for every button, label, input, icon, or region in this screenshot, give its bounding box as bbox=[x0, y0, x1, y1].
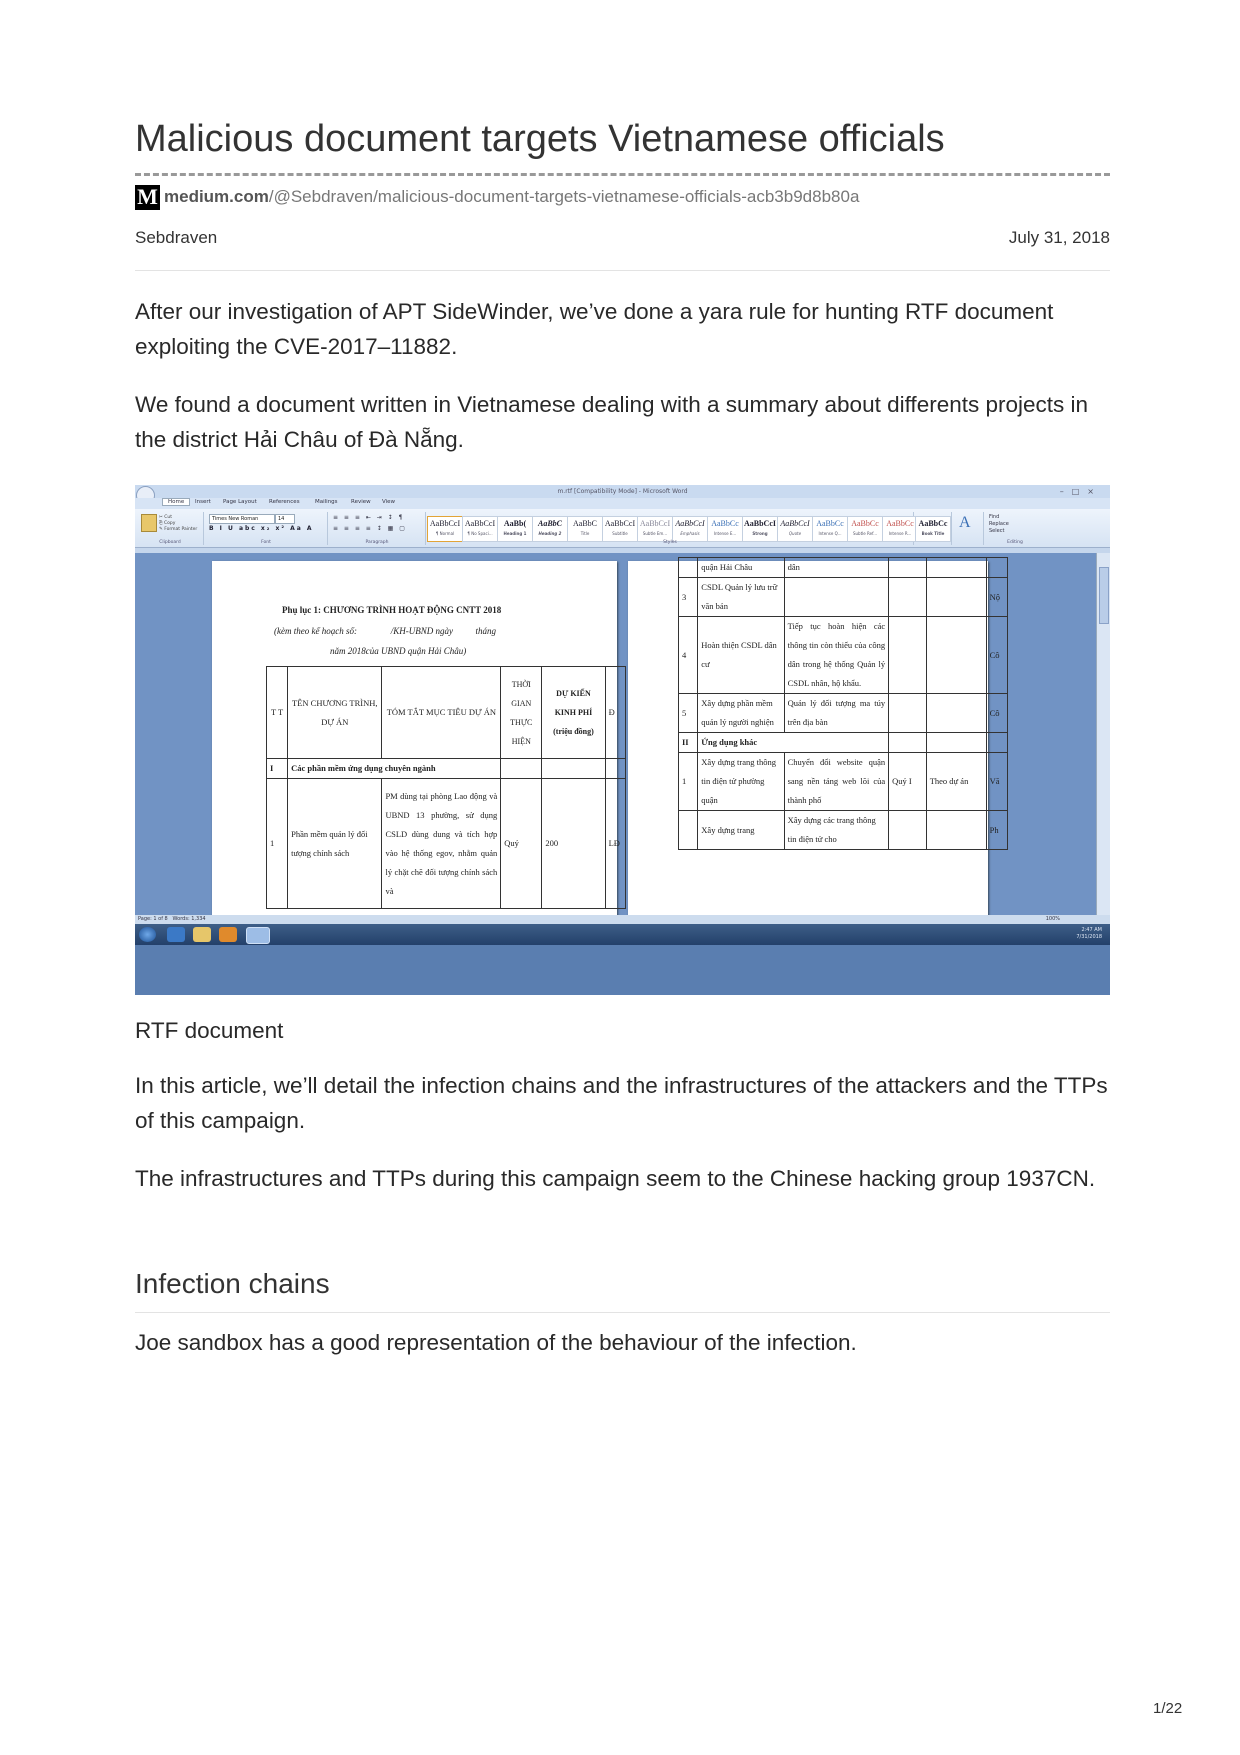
style-normal: AaBbCcI ¶ Normal bbox=[427, 516, 463, 542]
header-cost: DỰ KIẾN KINH PHÍ (triệu đồng) bbox=[542, 667, 605, 759]
style-subtle-emphasis: AaBbCcI Subtle Em... bbox=[637, 516, 673, 542]
article-title: Malicious document targets Vietnamese officials bbox=[135, 118, 945, 160]
style-emphasis: AaBbCcI Emphasis bbox=[672, 516, 708, 542]
zoom-level: 100% bbox=[1045, 916, 1060, 922]
section-divider bbox=[135, 1312, 1110, 1313]
table-cell bbox=[784, 578, 889, 617]
medium-logo-icon: M bbox=[135, 185, 160, 210]
word-title-bar bbox=[135, 485, 1110, 498]
paragraph-document: We found a document written in Vietnamese dealing with a summary about differents projects in the district Hải Châu of Đà Nẵng. bbox=[135, 392, 1089, 452]
program-table bbox=[266, 666, 626, 909]
source-path: /@Sebdraven/malicious-document-targets-vietnamese-officials-acb3b9d8b80a bbox=[268, 187, 860, 206]
row-number: 1 bbox=[267, 779, 288, 909]
windows-taskbar bbox=[135, 924, 1110, 945]
status-page-words: Page: 1 of 8 Words: 1,334 bbox=[138, 916, 206, 922]
ribbon-tab-view: View bbox=[382, 499, 396, 505]
ribbon bbox=[135, 509, 1110, 548]
image-caption: RTF document bbox=[135, 1018, 284, 1043]
table-row bbox=[679, 753, 1008, 811]
row-name: CSDL Quản lý lưu trữ văn bản bbox=[698, 578, 784, 617]
style-intense-reference: AaBbCc Intense R... bbox=[882, 516, 918, 542]
row-summary: Quản lý đối tượng ma túy trên địa bàn bbox=[784, 694, 889, 733]
table-cell bbox=[605, 759, 625, 779]
style-title: AaBbC Title bbox=[567, 516, 603, 542]
styles-label: Styles bbox=[663, 540, 677, 545]
style-strong: AaBbCcI Strong bbox=[742, 516, 778, 542]
table-cell bbox=[889, 811, 927, 850]
style-intense-emphasis: AaBbCc Intense E... bbox=[707, 516, 743, 542]
row-name: Xây dựng phần mềm quản lý người nghiện bbox=[698, 694, 784, 733]
row-name: Xây dựng trang bbox=[698, 811, 784, 850]
source-domain: medium.com bbox=[164, 187, 269, 206]
list-icons: ≡ ≡ ≡ ⇤ ⇥ ↕ ¶ bbox=[333, 514, 405, 521]
align-icons: ≡ ≡ ≡ ≡ ↕ ▦ ▢ bbox=[333, 525, 407, 532]
status-bar bbox=[135, 915, 1110, 924]
editing-commands bbox=[989, 514, 1009, 535]
row-extra: Nộ bbox=[986, 578, 1007, 617]
row-summary: Chuyển đổi website quận sang nền tảng web lõi của thành phố bbox=[784, 753, 889, 811]
table-cell bbox=[542, 759, 605, 779]
paste-icon bbox=[141, 514, 157, 532]
row-extra: Cô bbox=[986, 694, 1007, 733]
title-divider bbox=[135, 173, 1110, 176]
table-cell bbox=[926, 811, 986, 850]
table-cell bbox=[986, 558, 1007, 578]
table-row bbox=[679, 694, 1008, 733]
table-row bbox=[679, 578, 1008, 617]
clipboard-group bbox=[137, 512, 204, 545]
ribbon-tab-page-layout: Page Layout bbox=[223, 499, 257, 505]
font-name-box: Times New Roman bbox=[209, 514, 275, 524]
header-summary: TÓM TẮT MỤC TIÊU DỰ ÁN bbox=[382, 667, 501, 759]
row-time: Quý bbox=[501, 779, 542, 909]
section-number: II bbox=[679, 733, 698, 753]
page-number: 1/22 bbox=[1153, 1700, 1183, 1717]
style-book-title: AaBbCc Book Title bbox=[915, 516, 951, 542]
section-heading-infection-chains: Infection chains bbox=[135, 1268, 330, 1299]
document-page-1 bbox=[212, 561, 620, 921]
row-name: Xây dựng trang thông tin điện tử phường quận bbox=[698, 753, 784, 811]
table-cell bbox=[986, 733, 1007, 753]
table-header-row bbox=[267, 667, 626, 759]
font-group bbox=[205, 512, 328, 545]
row-cost: 200 bbox=[542, 779, 605, 909]
header-program-name: TÊN CHƯƠNG TRÌNH, DỰ ÁN bbox=[288, 667, 382, 759]
section-title: Các phần mềm ứng dụng chuyên ngành bbox=[288, 759, 501, 779]
table-cell bbox=[926, 617, 986, 694]
tray-date: 7/31/2018 bbox=[1076, 934, 1102, 940]
table-cell bbox=[679, 558, 698, 578]
document-page-2 bbox=[628, 561, 1001, 921]
font-label: Font bbox=[261, 540, 271, 545]
table-cell bbox=[889, 733, 927, 753]
row-summary: PM dùng tại phòng Lao động và UBND 13 phường, sử dụng CSLD dùng dung và tích hợp vào hệ thống egov, nhằm quản lý chặt chẽ đối tượng chính sách và bbox=[382, 779, 501, 909]
document-area bbox=[135, 553, 1097, 915]
row-extra: Cô bbox=[986, 617, 1007, 694]
paragraph-intro: After our investigation of APT SideWinder, we’ve done a yara rule for hunting RTF document exploiting the CVE-2017–11882. bbox=[135, 299, 1054, 359]
table-cell bbox=[926, 558, 986, 578]
paragraph-attribution: The infrastructures and TTPs during this campaign seem to the Chinese hacking group 1937CN. bbox=[135, 1166, 1096, 1191]
scroll-thumb bbox=[1099, 567, 1109, 624]
row-extra: Ph bbox=[986, 811, 1007, 850]
editing-label: Editing bbox=[1007, 540, 1023, 545]
table-row bbox=[679, 617, 1008, 694]
table-cell bbox=[926, 578, 986, 617]
tray-time: 2:47 AM bbox=[1081, 927, 1102, 933]
style-heading2: AaBbC Heading 2 bbox=[532, 516, 568, 542]
row-number: 1 bbox=[679, 753, 698, 811]
row-summary: Xây dựng các trang thông tin điện tử cho bbox=[784, 811, 889, 850]
ribbon-tabs bbox=[135, 498, 1110, 509]
style-quote: AaBbCcI Quote bbox=[777, 516, 813, 542]
ribbon-tab-references: References bbox=[269, 499, 300, 505]
header-time: THỜI GIAN THỰC HIỆN bbox=[501, 667, 542, 759]
table-row bbox=[267, 779, 626, 909]
program-table-continued bbox=[678, 557, 1008, 850]
change-styles-group bbox=[953, 512, 984, 545]
row-name: Phần mềm quản lý đối tượng chính sách bbox=[288, 779, 382, 909]
table-cell bbox=[926, 694, 986, 733]
row-number: 4 bbox=[679, 617, 698, 694]
ie-icon bbox=[167, 927, 185, 942]
style-no-spacing: AaBbCcI ¶ No Spaci... bbox=[462, 516, 498, 542]
table-section-row bbox=[679, 733, 1008, 753]
paragraph-article-scope: In this article, we’ll detail the infection chains and the infrastructures of the attackers and the TTPs of this campaign. bbox=[135, 1073, 1108, 1133]
table-cell bbox=[889, 578, 927, 617]
appendix-subtitle-2: năm 2018của UBND quận Hải Châu) bbox=[330, 646, 467, 656]
table-cell bbox=[926, 733, 986, 753]
paragraph-label: Paragraph bbox=[365, 540, 389, 545]
style-subtitle: AaBbCcI Subtitle bbox=[602, 516, 638, 542]
style-subtle-reference: AaBbCc Subtle Ref... bbox=[847, 516, 883, 542]
header-divider bbox=[135, 270, 1110, 271]
style-heading1: AaBb( Heading 1 bbox=[497, 516, 533, 542]
start-button-icon bbox=[139, 927, 156, 942]
table-cell bbox=[501, 759, 542, 779]
book-title-style-group bbox=[915, 512, 952, 545]
editing-group bbox=[985, 512, 1045, 545]
change-styles-icon: A bbox=[959, 514, 971, 531]
row-extra: Vă bbox=[986, 753, 1007, 811]
ribbon-tab-insert: Insert bbox=[195, 499, 211, 505]
vertical-scrollbar bbox=[1096, 553, 1110, 915]
table-row bbox=[679, 558, 1008, 578]
find-command: Find bbox=[989, 514, 1000, 520]
row-extra: LĐ bbox=[605, 779, 625, 909]
table-cell bbox=[889, 694, 927, 733]
row-time: Quý I bbox=[889, 753, 927, 811]
media-player-icon bbox=[219, 927, 237, 942]
row-cost: Theo dự án bbox=[926, 753, 986, 811]
author-name: Sebdraven bbox=[135, 228, 218, 247]
styles-group bbox=[427, 512, 914, 545]
ribbon-tab-mailings: Mailings bbox=[315, 499, 338, 505]
replace-command: Replace bbox=[989, 521, 1009, 527]
rtf-document-screenshot bbox=[135, 485, 1110, 995]
paragraph-group bbox=[329, 512, 426, 545]
clipboard-commands: ✂ Cut ⎘ Copy ✎ Format Painter bbox=[159, 515, 198, 532]
row-number: 3 bbox=[679, 578, 698, 617]
word-taskbar-icon bbox=[246, 927, 270, 944]
explorer-icon bbox=[193, 927, 211, 942]
source-link[interactable] bbox=[135, 184, 859, 210]
ribbon-tab-home: Home bbox=[162, 498, 190, 506]
font-size-box: 14 bbox=[275, 514, 295, 524]
clipboard-label: Clipboard bbox=[159, 540, 181, 545]
row-name: Hoàn thiện CSDL dân cư bbox=[698, 617, 784, 694]
table-cell bbox=[679, 811, 698, 850]
word-window-title: m.rtf [Compatibility Mode] - Microsoft Word bbox=[557, 488, 688, 495]
ribbon-tab-review: Review bbox=[351, 499, 371, 505]
header-tt: T T bbox=[267, 667, 288, 759]
publish-date: July 31, 2018 bbox=[1008, 228, 1110, 247]
window-controls-icon: –□× bbox=[1059, 487, 1102, 496]
table-row bbox=[679, 811, 1008, 850]
table-cell bbox=[889, 558, 927, 578]
row-name: quận Hải Châu bbox=[698, 558, 784, 578]
section-title: Ứng dụng khác bbox=[698, 733, 889, 753]
appendix-heading: Phụ lục 1: CHƯƠNG TRÌNH HOẠT ĐỘNG CNTT 2018 bbox=[282, 605, 502, 615]
row-number: 5 bbox=[679, 694, 698, 733]
paragraph-joe-sandbox: Joe sandbox has a good representation of the behaviour of the infection. bbox=[135, 1330, 857, 1355]
style-intense-quote: AaBbCc Intense Q... bbox=[812, 516, 848, 542]
row-summary: Tiếp tục hoàn hiện các thông tin còn thiếu của công dân trong hệ thống Quản lý CSDL nhân, hộ khẩu. bbox=[784, 617, 889, 694]
section-number: I bbox=[267, 759, 288, 779]
appendix-subtitle-1: (kèm theo kế hoạch số: /KH-UBND ngày tháng bbox=[274, 626, 496, 636]
header-extra: Đ bbox=[605, 667, 625, 759]
table-section-row bbox=[267, 759, 626, 779]
row-summary: dân bbox=[784, 558, 889, 578]
table-cell bbox=[889, 617, 927, 694]
select-command: Select bbox=[989, 528, 1005, 534]
system-tray bbox=[1076, 927, 1102, 941]
font-format-icons: B I U abc x₂ x² Aa A bbox=[209, 525, 314, 532]
